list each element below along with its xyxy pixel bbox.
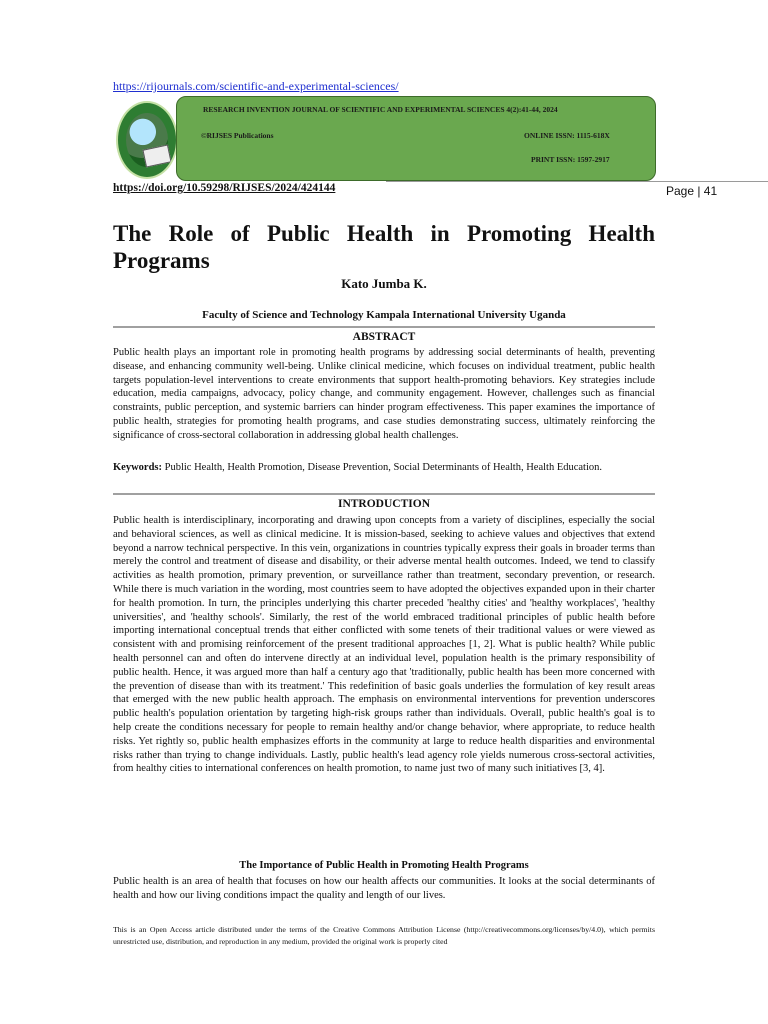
author: Kato Jumba K. xyxy=(341,276,427,291)
keywords-label: Keywords: xyxy=(113,462,162,473)
article-title: The Role of Public Health in Promoting Health Programs xyxy=(113,221,655,273)
introduction-text: Public health is interdisciplinary, incorporating and drawing upon concepts from a variety of disciplines, especially the social and behavioral sciences, as well as clinical medicine. It is mission-based, seeking to achieve values and objectives that extend beyond a narrow technical perspective. In this vein, organizations in countries typically express their goals in broader terms than merely the control and treatment of disease and disability, or their adverse mental health outcomes. Indeed, we tend to classify activities as health promotion, primary prevention, or surveillance rather than treatment, secondary prevention, or research. While there is much variation in the wording, most countries seem to have adopted the objectives expanded upon in their charter for health promotion. In turn, the principles underlying this charter preceded 'healthy cities' and 'healthy workplaces', 'healthy universities', and 'healthy schools'. Similarly, the rest of the world embraced traditional principles of public health before importing international conceptual trends that either conflicted with some tenets of their traditional values or were viewed as consistent with and promising reinforcement of the present traditional approaches [1, 2]. What is public health? While public health personnel can and often do intervene directly at an individual level, population health is the primary responsibility of public health. Hence, it was argued more than half a century ago that 'traditionally, public health has been more concerned with the prevention of disease than with its treatment.' This redefinition of basic goals underlies the formulation of key result areas that emerged with the new public health approach. The emphasis on environmental interventions for prevention underscores public health's population orientation by targeting high-risk groups rather than individuals. Overall, public health's goal is to help create the conditions necessary for people to remain healthy and/or change behavior, where appropriate, to reduce health risks. Yet rightly so, public health emphasizes efforts in the community at large to reduce health disparities and environmental risks rather than trying to change individuals. Lastly, public health's lead agency role yields numerous cross-sectoral activities, from healthy cities to international conferences on health promotion, to name just two of many such initiatives [3, 4]. xyxy=(113,515,655,775)
keywords-list: Public Health, Health Promotion, Disease Prevention, Social Determinants of Health, Health Education. xyxy=(162,462,603,473)
print-issn: PRINT ISSN: 1597-2917 xyxy=(531,155,610,164)
page-number: Page | 41 xyxy=(666,184,718,198)
license-footer: This is an Open Access article distributed under the terms of the Creative Commons Attribution License (http://creativecommons.org/licenses/by/4.0), which permits unrestricted use, distribution, and reproduction in any medium, provided the original work is properly cited xyxy=(113,925,655,946)
affiliation: Faculty of Science and Technology Kampala International University Uganda xyxy=(202,309,566,321)
abstract-heading: ABSTRACT xyxy=(352,331,416,343)
journal-url-link[interactable]: https://rijournals.com/scientific-and-experimental-sciences/ xyxy=(113,79,399,93)
header-divider xyxy=(386,181,768,182)
keywords xyxy=(113,461,655,475)
divider xyxy=(113,493,655,495)
journal-logo xyxy=(116,101,178,179)
section-subheading: The Importance of Public Health in Promoting Health Programs xyxy=(239,860,529,871)
publisher: ©RIJSES Publications xyxy=(201,131,274,140)
abstract-text: Public health plays an important role in promoting health programs by addressing social determinants of health, preventing disease, and enhancing community well-being. Unlike clinical medicine, which focuses on individual treatment, public health targets population-level interventions to create environments that support health-promoting behaviors. Key strategies include education, media campaigns, advocacy, policy change, and community engagement. However, challenges such as financial constraints, public perception, and systemic barriers can hinder program effectiveness. This paper examines the importance of public health, strategies for promoting health programs, and case studies demonstrating success, ultimately reinforcing the significance of cross-sectoral collaboration in addressing global health challenges. xyxy=(113,347,655,441)
section-text: Public health is an area of health that focuses on how our health affects our communities. It looks at the social determinants of health and how our living conditions impact the quality and length of our lives. xyxy=(113,876,655,901)
introduction-heading: INTRODUCTION xyxy=(337,498,430,510)
journal-banner xyxy=(176,96,656,181)
divider xyxy=(113,326,655,328)
doi-link[interactable]: https://doi.org/10.59298/RIJSES/2024/424144 xyxy=(113,182,336,194)
journal-name: RESEARCH INVENTION JOURNAL OF SCIENTIFIC AND EXPERIMENTAL SCIENCES 4(2):41-44, 2024 xyxy=(203,105,558,114)
online-issn: ONLINE ISSN: 1115-618X xyxy=(524,131,610,140)
